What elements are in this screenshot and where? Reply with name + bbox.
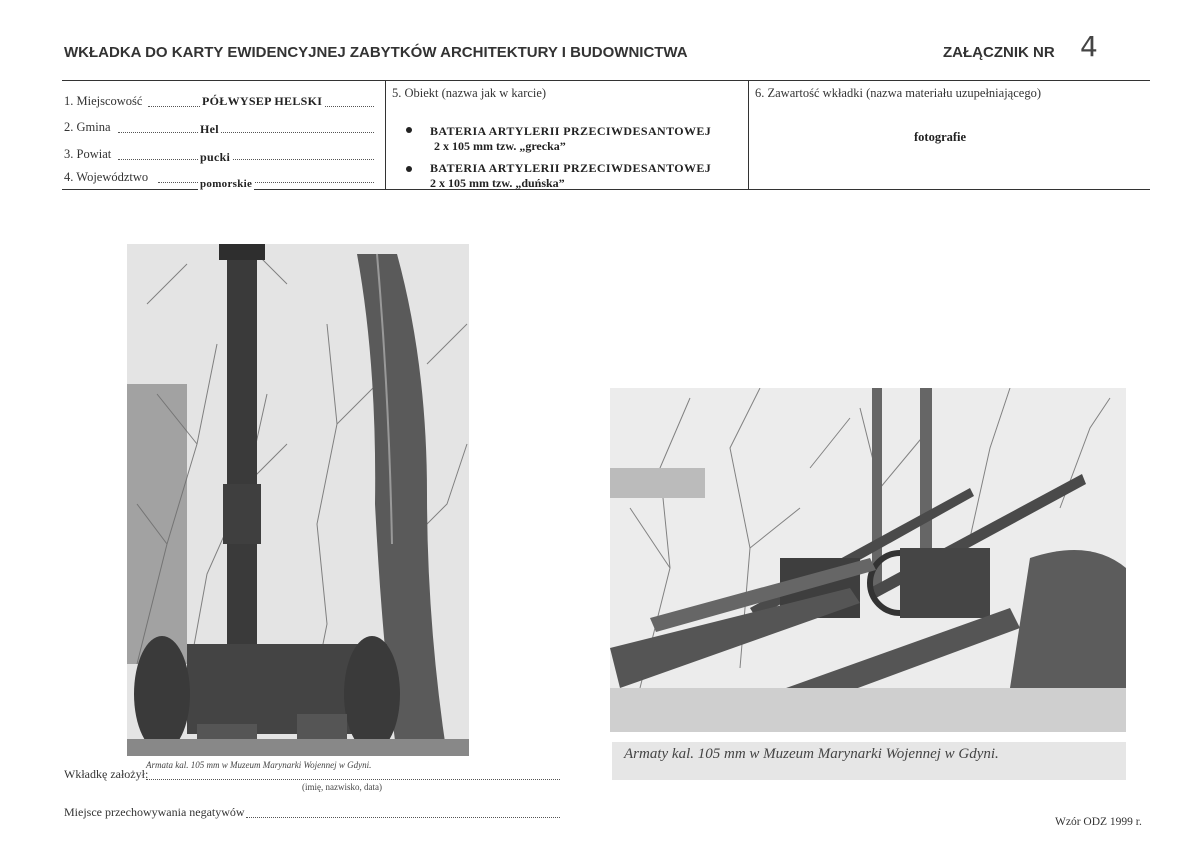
created-by-hint: (imię, nazwisko, data) — [302, 782, 382, 792]
created-by-line[interactable] — [146, 779, 560, 780]
created-by-label: Wkładkę założył: — [64, 767, 149, 781]
gmina-value: Hel — [200, 122, 219, 136]
table-top-rule — [62, 80, 1150, 81]
negatives-label: Miejsce przechowywania negatywów — [64, 805, 245, 819]
gun-photo-left — [127, 244, 469, 756]
miejscowosc-value: PÓŁWYSEP HELSKI — [202, 94, 323, 108]
object-2-line2: 2 x 105 mm tzw. „duńska” — [430, 176, 565, 190]
template-note: Wzór ODZ 1999 r. — [1055, 816, 1142, 828]
powiat-value: pucki — [200, 150, 231, 164]
powiat-label: 3. Powiat — [64, 147, 112, 161]
bullet-1 — [406, 127, 412, 133]
wojewodztwo-value: pomorskie — [200, 178, 253, 190]
right-photo-caption: Armaty kal. 105 mm w Muzeum Marynarki Wojennej w Gdyni. — [624, 746, 999, 762]
column-divider-1 — [385, 80, 386, 190]
attachment-label: ZAŁĄCZNIK NR — [943, 44, 1055, 61]
gmina-label: 2. Gmina — [64, 120, 111, 134]
attachment-number: 4 — [1080, 30, 1098, 63]
object-label: 5. Obiekt (nazwa jak w karcie) — [392, 86, 547, 100]
object-1-line1: BATERIA ARTYLERII PRZECIWDESANTOWEJ — [430, 124, 712, 138]
object-1-line2: 2 x 105 mm tzw. „grecka” — [434, 139, 566, 153]
column-divider-2 — [748, 80, 749, 190]
form-title: WKŁADKA DO KARTY EWIDENCYJNEJ ZABYTKÓW ARCHITEKTURY I BUDOWNICTWA — [64, 44, 688, 61]
wojewodztwo-label: 4. Województwo — [64, 170, 149, 184]
contents-value: fotografie — [914, 130, 967, 144]
contents-label: 6. Zawartość wkładki (nazwa materiału uzupełniającego) — [755, 86, 1041, 100]
miejscowosc-label: 1. Miejscowość — [64, 94, 143, 108]
wojewodztwo-dots — [158, 182, 374, 183]
left-photo-caption: Armata kal. 105 mm w Muzeum Marynarki Wojennej w Gdyni. — [146, 760, 372, 770]
bullet-2 — [406, 166, 412, 172]
gun-photo-right — [610, 388, 1126, 732]
gmina-dots — [118, 132, 374, 133]
negatives-line[interactable] — [246, 817, 560, 818]
powiat-dots — [118, 159, 374, 160]
object-2-line1: BATERIA ARTYLERII PRZECIWDESANTOWEJ — [430, 161, 712, 175]
